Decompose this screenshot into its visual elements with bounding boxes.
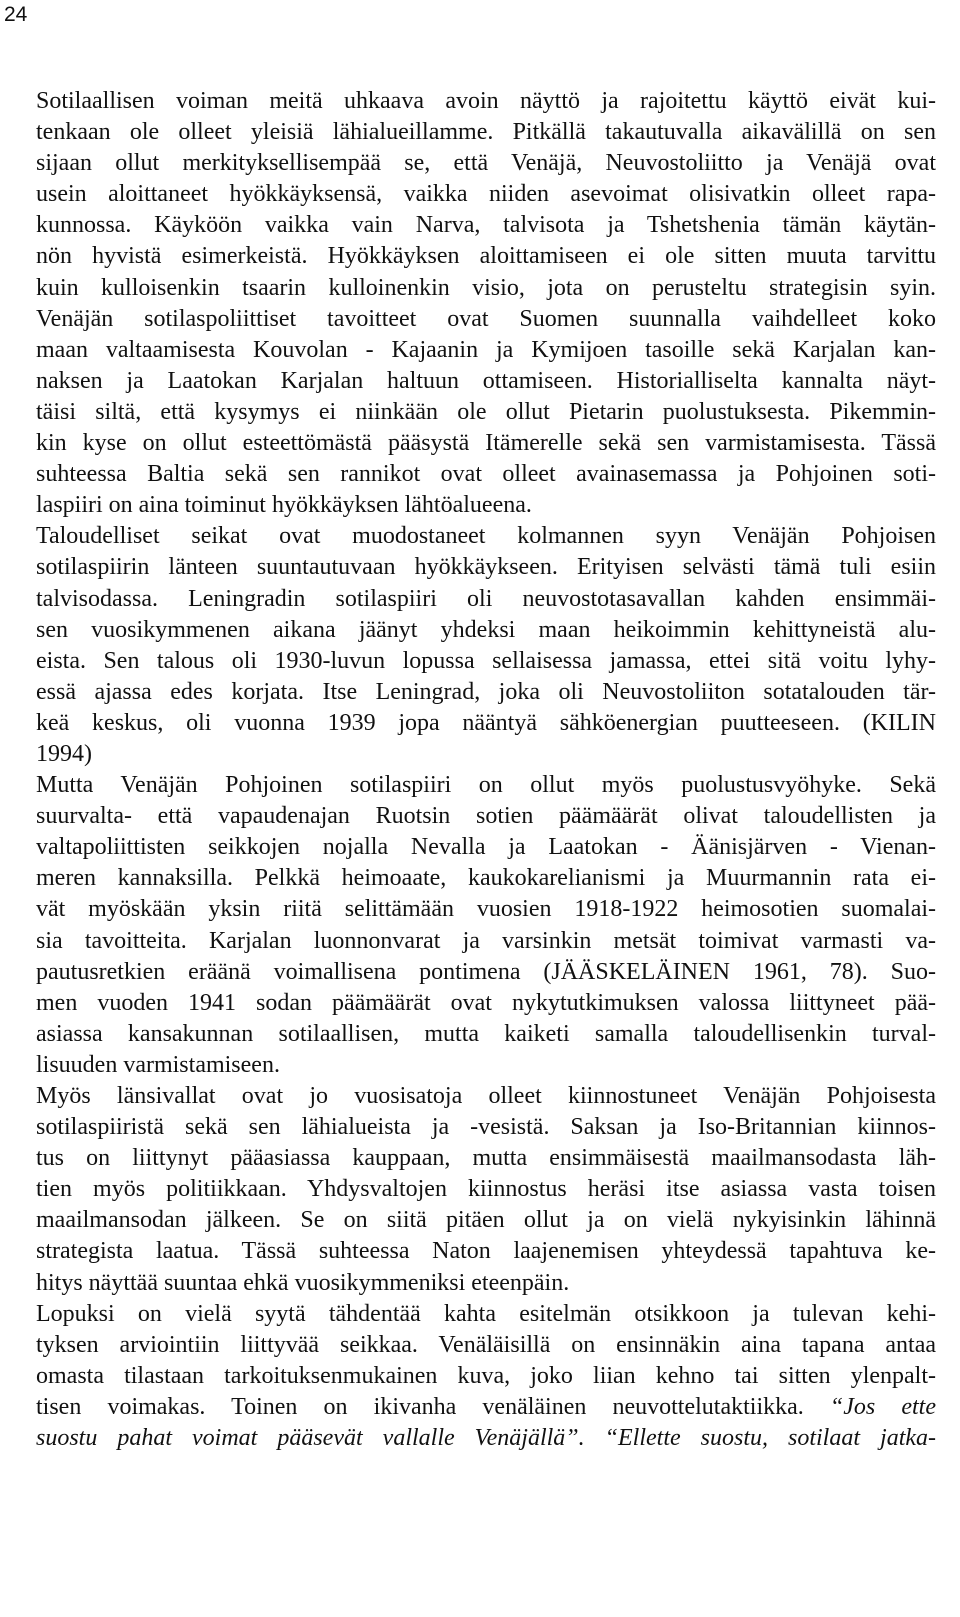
text-line: kin kyse on ollut esteettömästä pääsystä Itämerelle sekä sen varmistamisesta. Tässä <box>36 430 936 457</box>
paragraph-6 <box>36 1299 936 1454</box>
text-line: täisi siltä, että kysymys ei niinkään ole ollut Pietarin puolustuksesta. Pikemmin- <box>36 398 936 425</box>
paragraph-4 <box>36 770 936 1081</box>
text-line: asiassa kansakunnan sotilaallisen, mutta kaiketi samalla taloudellisenkin turval- <box>36 1020 936 1047</box>
text-line: maailmansodan jälkeen. Se on siitä pitäen ollut ja on vielä nykyisinkin lähinnä <box>36 1207 936 1234</box>
document-body <box>36 86 936 1454</box>
text-line-italic <box>36 1423 936 1454</box>
paragraph-5 <box>36 1081 936 1299</box>
text-line-with-quote <box>36 1392 936 1423</box>
text-line: tus on liittynyt pääasiassa kauppaan, mutta ensimmäisestä maailmansodasta läh- <box>36 1145 936 1172</box>
text-line: suhteessa Baltia sekä sen rannikot ovat olleet avainasemassa ja Pohjoinen soti- <box>36 461 936 488</box>
quote-text: “Jos ette <box>829 1393 936 1420</box>
page-number: 24 <box>4 3 28 26</box>
text-line: sia tavoitteita. Karjalan luonnonvarat ja varsinkin metsät toimivat varmasti va- <box>36 927 936 954</box>
text-line: Lopuksi on vielä syytä tähdentää kahta esitelmän otsikkoon ja tulevan kehi- <box>36 1300 936 1327</box>
quote-text: “Ellette suostu, sotilaat jatka- <box>604 1425 937 1452</box>
text-line: tenkaan ole olleet yleisiä lähialueillamme. Pitkällä takautuvalla aikavälillä on sen <box>36 119 936 146</box>
text-line: meren kannaksilla. Pelkkä heimoaate, kaukokarelianismi ja Muurmannin rata ei- <box>36 865 936 892</box>
text-line: lisuuden varmistamiseen. <box>36 1051 280 1078</box>
text-line: pautusretkien eräänä voimallisena pontimena (JÄÄSKELÄINEN 1961, 78). Suo- <box>36 958 936 985</box>
text-line: Venäjän sotilaspoliittiset tavoitteet ovat Suomen suunnalla vaihdelleet koko <box>36 305 936 332</box>
quote-text: suostu pahat voimat pääsevät vallalle Venäjällä”. <box>36 1425 585 1452</box>
text-line: tyksen arviointiin liittyvää seikkaa. Venäläisillä on ensinnäkin aina tapana antaa <box>36 1331 936 1358</box>
text-line: keä keskus, oli vuonna 1939 jopa nääntyä sähköenergian puutteeseen. (KILIN <box>36 709 936 736</box>
text-line: hitys näyttää suuntaa ehkä vuosikymmeniksi eteenpäin. <box>36 1269 570 1296</box>
paragraph-2 <box>36 304 936 522</box>
text-line: maan valtaamisesta Kouvolan - Kajaanin ja Kymijoen tasoille sekä Karjalan kan- <box>36 336 936 363</box>
text-line: naksen ja Laatokan Karjalan haltuun ottamiseen. Historialliselta kannalta näyt- <box>36 367 936 394</box>
text-line: Sotilaallisen voiman meitä uhkaava avoin näyttö ja rajoitettu käyttö eivät kui- <box>36 88 936 114</box>
text-line: omasta tilastaan tarkoituksenmukainen kuva, joko liian kehno tai sitten ylenpalt- <box>36 1362 936 1389</box>
text-line: valtapoliittisten seikkojen nojalla Nevalla ja Laatokan - Äänisjärven - Vienan- <box>36 834 936 861</box>
text-line: Myös länsivallat ovat jo vuosisatoja olleet kiinnostuneet Venäjän Pohjoisesta <box>36 1083 936 1109</box>
text-line: usein aloittaneet hyökkäyksensä, vaikka niiden asevoimat olisivatkin olleet rapa- <box>36 181 936 208</box>
text-line: suurvalta- että vapaudenajan Ruotsin sotien päämäärät olivat taloudellisten ja <box>36 803 936 830</box>
text-line: nön hyvistä esimerkeistä. Hyökkäyksen aloittamiseen ei ole sitten muuta tarvittu <box>36 243 936 270</box>
text-line: 1994) <box>36 740 92 767</box>
text-line: tien myös politiikkaan. Yhdysvaltojen kiinnostus heräsi itse asiassa vasta toisen <box>36 1176 936 1203</box>
text-line: talvisodassa. Leningradin sotilaspiiri oli neuvostotasavallan kahden ensimmäi- <box>36 585 936 612</box>
text-line: sijaan ollut merkityksellisempää se, että Venäjä, Neuvostoliitto ja Venäjä ovat <box>36 150 936 177</box>
text-line: vät myöskään yksin riitä selittämään vuosien 1918-1922 heimosotien suomalai- <box>36 896 936 923</box>
text-line: laspiiri on aina toiminut hyökkäyksen lähtöalueena. <box>36 492 532 519</box>
text-line: Mutta Venäjän Pohjoinen sotilaspiiri on ollut myös puolustusvyöhyke. Sekä <box>36 772 936 799</box>
text-line: essä ajassa edes korjata. Itse Leningrad, joka oli Neuvostoliiton sotatalouden tär- <box>36 678 936 705</box>
text-line: men vuoden 1941 sodan päämäärät ovat nykytutkimuksen valossa liittyneet pää- <box>36 989 936 1016</box>
text-line: kunnossa. Käyköön vaikka vain Narva, talvisota ja Tshetshenia tämän käytän- <box>36 212 936 239</box>
paragraph-1 <box>36 86 936 304</box>
text-line: sotilaspiirin länteen suuntautuvaan hyökkäykseen. Erityisen selvästi tämä tuli esiin <box>36 554 936 581</box>
paragraph-3 <box>36 521 936 770</box>
text-line: kuin kulloisenkin tsaarin kulloinenkin visio, jota on perusteltu strategisin syin. <box>36 274 936 301</box>
text-segment: tisen voimakas. Toinen on ikivanha venäläinen neuvottelutaktiikka. <box>36 1393 804 1420</box>
text-line: sotilaspiiristä sekä sen lähialueista ja -vesistä. Saksan ja Iso-Britannian kiinnos- <box>36 1114 936 1141</box>
text-line: Taloudelliset seikat ovat muodostaneet kolmannen syyn Venäjän Pohjoisen <box>36 523 936 550</box>
text-line: strategista laatua. Tässä suhteessa Naton laajenemisen yhteydessä tapahtuva ke- <box>36 1238 936 1265</box>
text-line: sen vuosikymmenen aikana jäänyt yhdeksi maan heikoimmin kehittyneistä alu- <box>36 616 936 643</box>
text-line: eista. Sen talous oli 1930-luvun lopussa sellaisessa jamassa, ettei sitä voitu lyhy- <box>36 647 936 674</box>
